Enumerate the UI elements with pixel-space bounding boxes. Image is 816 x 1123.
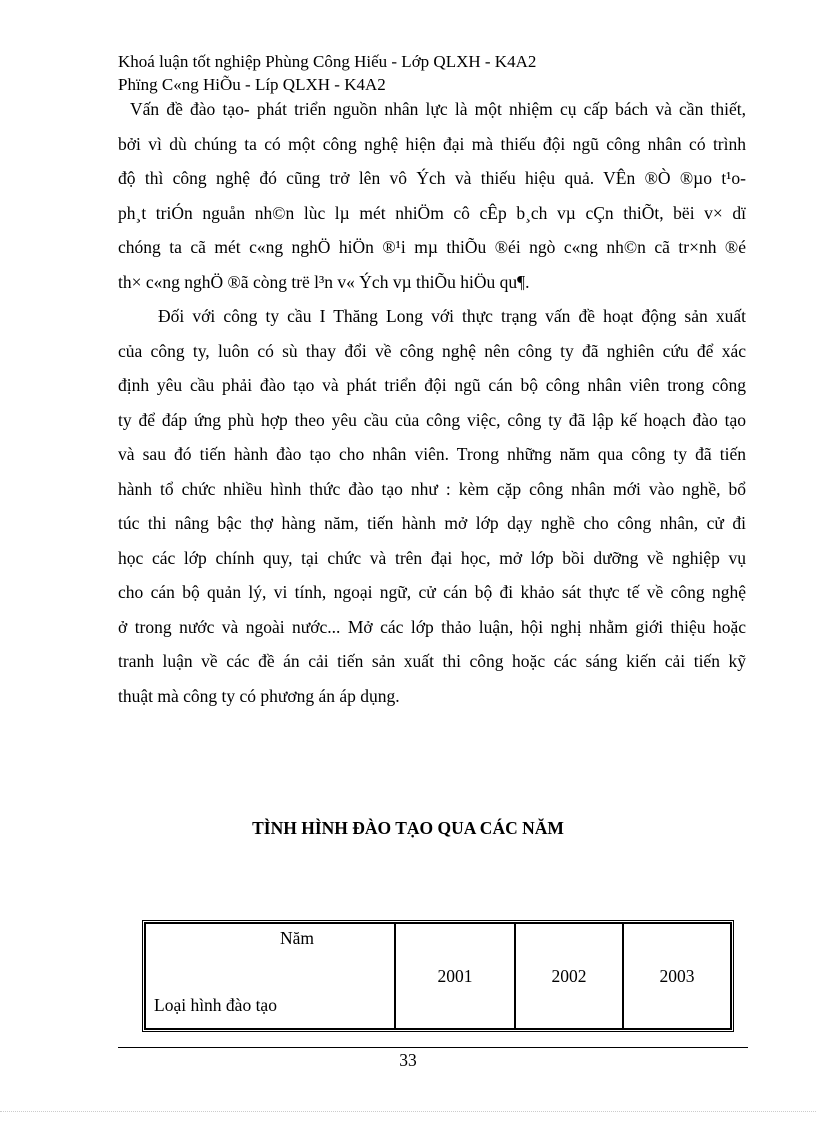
year-cell: 2001 (395, 923, 515, 1029)
paragraph1-line: bởi vì dù chúng ta có một công nghệ hiện đại mà thiếu đội ngũ công nhân có trình (118, 134, 746, 154)
paragraph1-line: độ thì công nghệ đó cũng trở lên vô Ých và thiếu hiệu quả. VÊn ®Ò ®µo t¹o- (118, 168, 746, 188)
paragraph2-line: túc thi nâng bậc thợ hàng năm, tiến hành mở lớp dạy nghề cho công nhân, cử đi (118, 513, 746, 533)
year-column-label: Năm (280, 928, 315, 948)
page-number: 33 (399, 1050, 417, 1070)
training-type-label: Loại hình đào tạo (154, 995, 277, 1015)
paragraph2-line: của công ty, luôn có sù thay đổi về công nghệ nên công ty đã nghiên cứu để xác (118, 341, 746, 361)
footer-rule (118, 1047, 748, 1048)
paragraph2-line: định yêu cầu phải đào tạo và phát triển đội ngũ cán bộ công nhân viên trong công (118, 375, 746, 395)
training-table (142, 920, 734, 1032)
year-cell: 2003 (623, 923, 731, 1029)
paragraph2-line: và sau đó tiến hành đào tạo cho nhân viên. Trong những năm qua công ty đã tiến (118, 444, 746, 464)
table-header-cell (145, 923, 395, 1029)
running-header-encoded: Phïng C«ng HiÕu - Líp QLXH - K4A2 (118, 75, 386, 94)
paragraph2-line: ở trong nước và ngoài nước... Mở các lớp thảo luận, hội nghị nhằm giới thiệu hoặc (118, 617, 746, 637)
paragraph2-line: thuật mà công ty có phương án áp dụng. (118, 686, 400, 706)
paragraph1-line: ph¸t triÓn nguån nh©n lùc lµ mét nhiÖm cô cÊp b¸ch vµ cÇn thiÕt, bëi v× dï (118, 203, 746, 223)
paragraph2-line: học các lớp chính quy, tại chức và trên đại học, mở lớp bồi dưỡng về nghiệp vụ (118, 548, 746, 568)
paragraph1-line: chóng ta cã mét c«ng nghÖ hiÖn ®¹i mµ thiÕu ®éi ngò c«ng nh©n cã tr×nh ®é (118, 237, 746, 257)
page-bottom-border (0, 1111, 816, 1112)
paragraph2-line: ty để đáp ứng phù hợp theo yêu cầu của công việc, công ty đã lập kế hoạch đào tạo (118, 410, 746, 430)
paragraph1-line: Vấn đề đào tạo- phát triển nguồn nhân lực là một nhiệm cụ cấp bách và cần thiết, (130, 99, 746, 119)
table-row (145, 923, 731, 1029)
paragraph2-line: Đối với công ty cầu I Thăng Long với thực trạng vấn đề hoạt động sản xuất (158, 306, 746, 326)
paragraph2-line: hành tổ chức nhiều hình thức đào tạo như : kèm cặp công nhân mới vào nghề, bổ (118, 479, 746, 499)
section-title: TÌNH HÌNH ĐÀO TẠO QUA CÁC NĂM (252, 818, 564, 838)
running-header: Khoá luận tốt nghiệp Phùng Công Hiếu - Lớp QLXH - K4A2 (118, 52, 537, 71)
paragraph2-line: tranh luận về các đề án cải tiến sản xuất thi công hoặc các sáng kiến cải tiến kỹ (118, 651, 746, 671)
paragraph2-line: cho cán bộ quản lý, vi tính, ngoại ngữ, cử cán bộ đi khảo sát thực tế về công nghệ (118, 582, 746, 602)
year-cell: 2002 (515, 923, 623, 1029)
paragraph1-line: th× c«ng nghÖ ®ã còng trë l³n v« Ých vµ thiÕu hiÖu qu¶. (118, 272, 530, 292)
